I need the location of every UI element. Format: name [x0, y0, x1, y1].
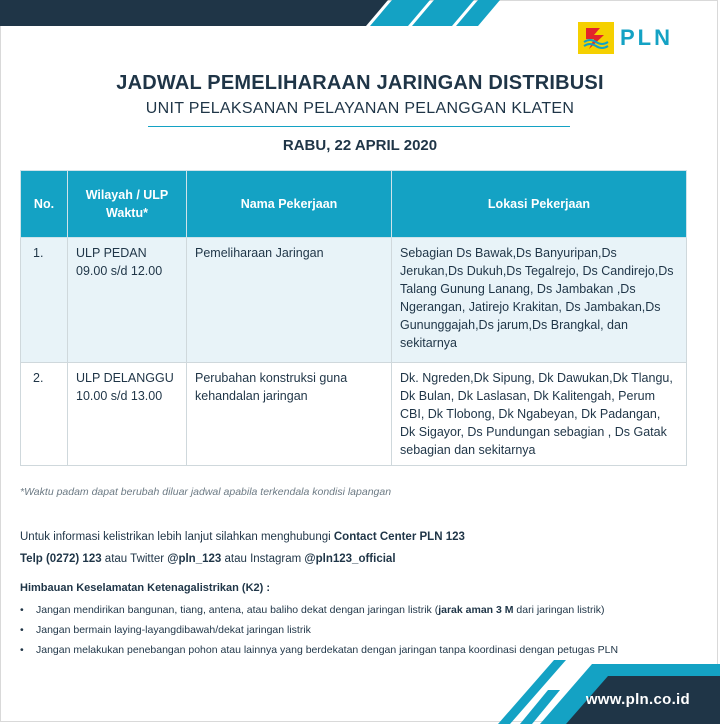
pln-logo: [578, 22, 673, 54]
k2-item-text: Jangan mendirikan bangunan, tiang, antena, atau baliho dekat dengan jaringan listrik (: [36, 604, 439, 616]
contact-separator: atau Instagram: [221, 553, 305, 565]
contact-center: Contact Center PLN 123: [333, 531, 465, 543]
list-item: [20, 620, 690, 640]
pekerjaan-cell: Perubahan konstruksi guna kehandalan jaringan: [187, 363, 392, 466]
title-divider: [148, 126, 570, 127]
lightning-icon: [578, 22, 614, 54]
contact-intro: Untuk informasi kelistrikan lebih lanjut silahkan menghubungi: [20, 531, 334, 543]
waktu-range: 09.00 s/d 12.00: [76, 264, 163, 278]
list-item: [20, 600, 690, 620]
pekerjaan-cell: Pemeliharaan Jaringan: [187, 238, 392, 363]
schedule-date: RABU, 22 APRIL 2020: [282, 137, 438, 154]
row-number: 1.: [21, 238, 68, 363]
k2-item-text: dari jaringan listrik): [513, 604, 605, 616]
lokasi-cell: Dk. Ngreden,Dk Sipung, Dk Dawukan,Dk Tlangu, Dk Bulan, Dk Laslasan, Dk Kalitengah, Perum CBI, Dk Tlobong, Dk Ngabeyan, Dk Padangan, Dk Sigayor, Ds Pundungan sebagian , Ds Gatak sebagian dan sekitarnya: [392, 363, 687, 466]
schedule-footnote: *Waktu padam dapat berubah diluar jadwal apabila terkendala kondisi lapangan: [20, 486, 392, 498]
k2-item-emphasis: jarak aman 3 M: [438, 604, 514, 616]
contact-info: [20, 526, 680, 570]
contact-separator: atau Twitter: [101, 553, 168, 565]
twitter-handle: @pln_123: [167, 553, 222, 565]
logo-text: PLN: [620, 25, 673, 50]
wilayah-name: ULP PEDAN: [76, 246, 147, 260]
table-row: [21, 238, 687, 363]
wilayah-name: ULP DELANGGU: [76, 371, 174, 385]
column-header-lokasi: Lokasi Pekerjaan: [392, 171, 687, 238]
k2-list: [20, 600, 690, 660]
website-link[interactable]: www.pln.co.id: [585, 691, 690, 708]
list-item: [20, 640, 690, 660]
table-row: [21, 363, 687, 466]
k2-item-text: Jangan melakukan penebangan pohon atau lainnya yang berdekatan dengan jaringan tanpa koordinasi dengan petugas PLN: [36, 644, 619, 656]
wilayah-cell: [68, 363, 187, 466]
waktu-range: 10.00 s/d 13.00: [76, 389, 163, 403]
page-title: JADWAL PEMELIHARAAN JARINGAN DISTRIBUSI: [116, 72, 604, 94]
bullet-icon: •: [20, 644, 24, 656]
bullet-icon: •: [20, 624, 24, 636]
row-number: 2.: [21, 363, 68, 466]
instagram-handle: @pln123_official: [304, 553, 396, 565]
bullet-icon: •: [20, 604, 24, 616]
lokasi-cell: Sebagian Ds Bawak,Ds Banyuripan,Ds Jerukan,Ds Dukuh,Ds Tegalrejo, Ds Candirejo,Ds Talang Gunung Lanang, Ds Jambakan ,Ds Ngerangan, Jatirejo Krakitan, Ds Jambakan,Ds Gununggajah,Ds jarum,Ds Brangkal, dan sekitarnya: [392, 238, 687, 363]
table-header-row: [21, 171, 687, 238]
page-subtitle: UNIT PELAKSANAN PELAYANAN PELANGGAN KLATEN: [145, 100, 575, 117]
contact-line-1: [20, 526, 680, 548]
column-header-pekerjaan: Nama Pekerjaan: [187, 171, 392, 238]
contact-phone: Telp (0272) 123: [20, 553, 102, 565]
wilayah-cell: [68, 238, 187, 363]
k2-item-text: Jangan bermain laying-layangdibawah/dekat jaringan listrik: [36, 624, 311, 636]
schedule-table: [20, 170, 687, 466]
column-header-wilayah: Wilayah / ULP Waktu*: [68, 171, 187, 238]
column-header-no: No.: [21, 171, 68, 238]
k2-title: Himbauan Keselamatan Ketenagalistrikan (K2) :: [20, 582, 271, 594]
contact-line-2: [20, 548, 680, 570]
